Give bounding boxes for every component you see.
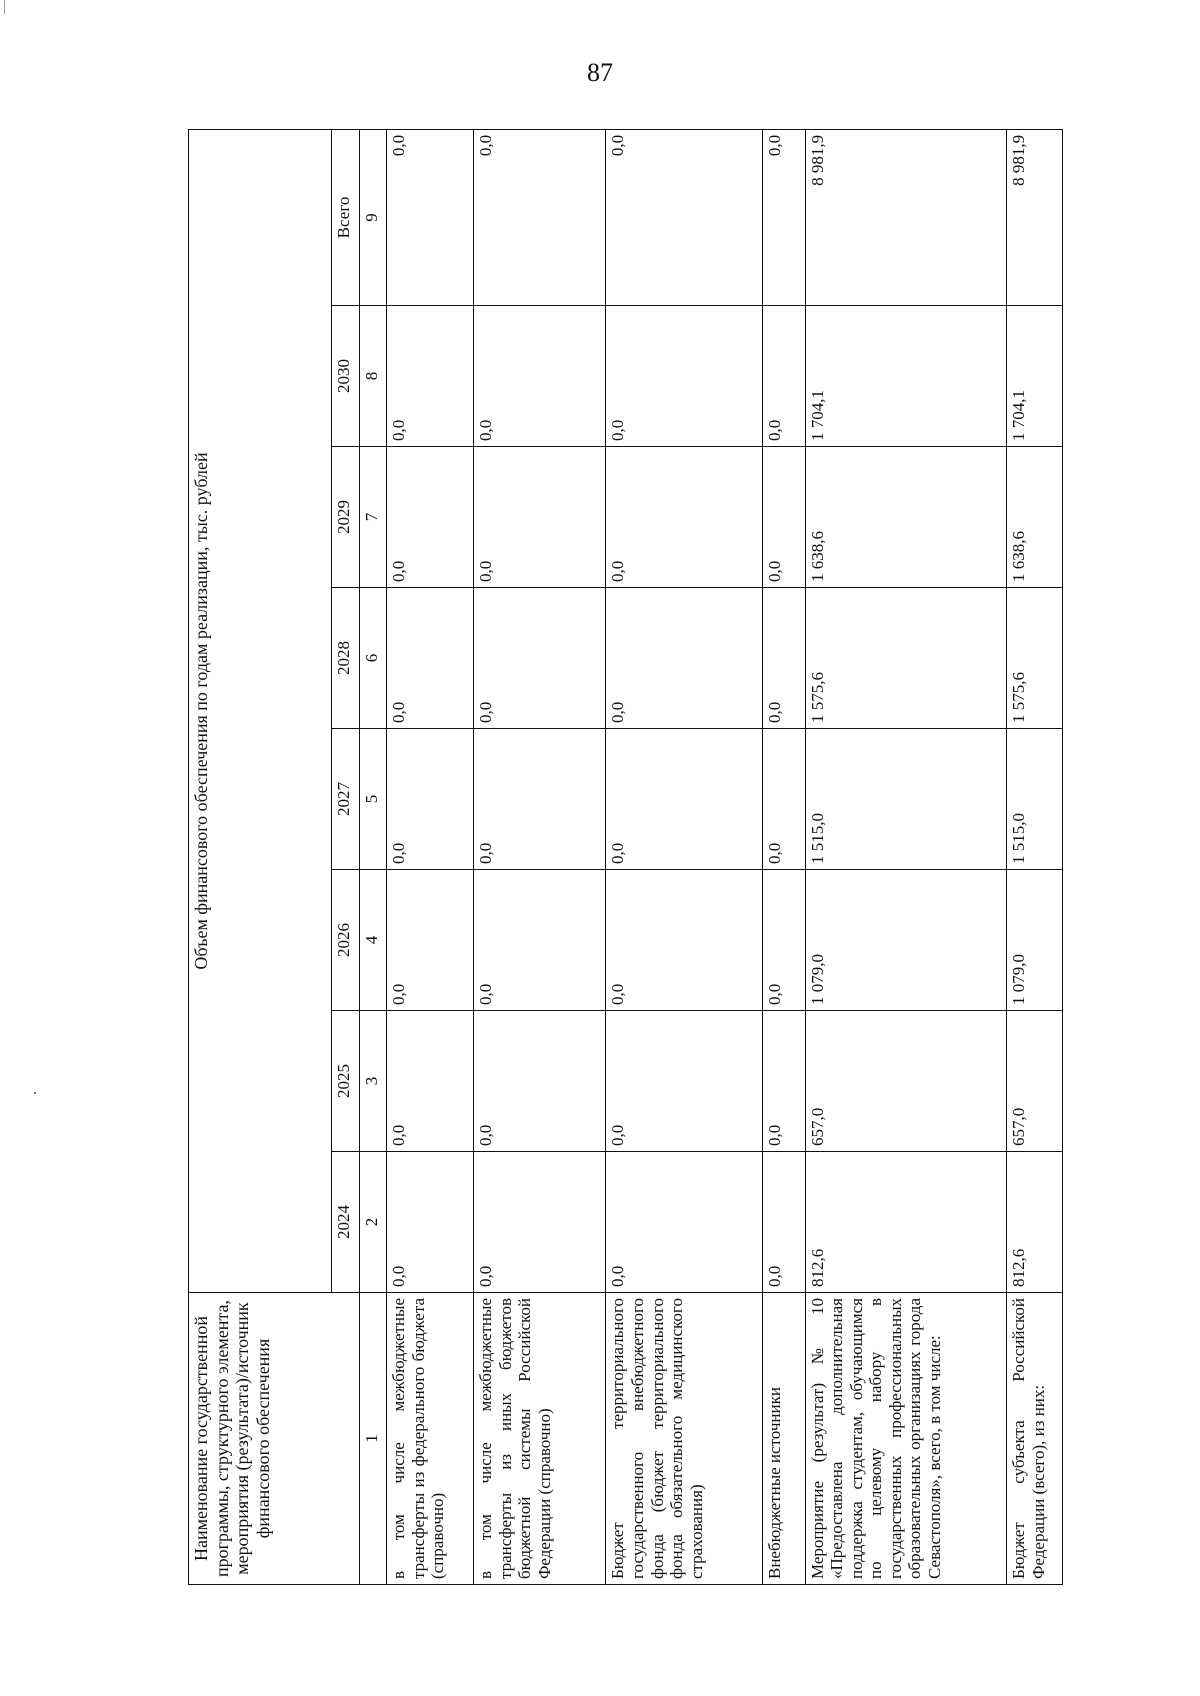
cell-2030: 0,0 (763, 306, 806, 447)
cell-2025: 0,0 (606, 1011, 763, 1152)
col-index-9: 9 (359, 129, 386, 305)
col-index-4: 4 (359, 870, 386, 1011)
row-name: в том числе межбюджетные трансферты из федерального бюджета (справочно) (387, 1293, 474, 1585)
cell-2030: 0,0 (474, 306, 606, 447)
year-2027: 2027 (332, 729, 359, 870)
cell-2028: 0,0 (387, 588, 474, 729)
cell-2028: 0,0 (606, 588, 763, 729)
cell-2024: 0,0 (387, 1152, 474, 1293)
row-name: в том числе межбюджетные трансферты из иных бюджетов бюджетной системы Российской Федерации (справочно) (474, 1293, 606, 1585)
cell-2028: 1 575,6 (805, 588, 1006, 729)
table-row (1006, 129, 1062, 1584)
cell-2026: 1 079,0 (805, 870, 1006, 1011)
cell-2027: 0,0 (387, 729, 474, 870)
cell-2027: 1 515,0 (1006, 729, 1062, 870)
cell-2026: 0,0 (763, 870, 806, 1011)
col-index-6: 6 (359, 588, 386, 729)
cell-2024: 812,6 (805, 1152, 1006, 1293)
cell-2027: 1 515,0 (805, 729, 1006, 870)
col-index-1: 1 (359, 1293, 386, 1585)
cell-2026: 0,0 (606, 870, 763, 1011)
cell-2026: 0,0 (387, 870, 474, 1011)
cell-2027: 0,0 (763, 729, 806, 870)
cell-total: 8 981,9 (805, 129, 1006, 305)
row-name: Мероприятие (результат) № 10 «Предоставлена дополнительная поддержка студентам, обучающимся по целевому набору в государственных профессиональных образовательных организациях города Севастополя», всего, в том числе: (805, 1293, 1006, 1585)
row-name: Внебюджетные источники (763, 1293, 806, 1585)
scan-edge-mark (4, 0, 5, 14)
table-row (606, 129, 763, 1584)
year-2030: 2030 (332, 306, 359, 447)
cell-2030: 0,0 (606, 306, 763, 447)
cell-total: 0,0 (606, 129, 763, 305)
cell-2028: 0,0 (763, 588, 806, 729)
col-index-7: 7 (359, 447, 386, 588)
year-2025: 2025 (332, 1011, 359, 1152)
cell-2029: 0,0 (606, 447, 763, 588)
header-row-indices (359, 129, 386, 1584)
cell-2028: 1 575,6 (1006, 588, 1062, 729)
cell-2029: 1 638,6 (805, 447, 1006, 588)
year-2026: 2026 (332, 870, 359, 1011)
cell-2025: 0,0 (387, 1011, 474, 1152)
cell-total: 8 981,9 (1006, 129, 1062, 305)
table-row (805, 129, 1006, 1584)
cell-2030: 0,0 (387, 306, 474, 447)
cell-2024: 0,0 (474, 1152, 606, 1293)
header-row-main (189, 129, 332, 1584)
cell-2024: 0,0 (763, 1152, 806, 1293)
year-2024: 2024 (332, 1152, 359, 1293)
cell-2026: 1 079,0 (1006, 870, 1062, 1011)
cell-2024: 0,0 (606, 1152, 763, 1293)
header-volume: Объем финансового обеспечения по годам реализации, тыс. рублей (189, 129, 332, 1292)
header-name-column: Наименование государственной программы, структурного элемента, мероприятия (результата)/источник финансового обеспечения (189, 1293, 360, 1585)
cell-2025: 657,0 (805, 1011, 1006, 1152)
row-name: Бюджет субъекта Российской Федерации (всего), из них: (1006, 1293, 1062, 1585)
cell-total: 0,0 (763, 129, 806, 305)
scan-dust-dot (34, 1092, 36, 1094)
col-index-5: 5 (359, 729, 386, 870)
cell-2024: 812,6 (1006, 1152, 1062, 1293)
cell-2025: 0,0 (474, 1011, 606, 1152)
cell-2030: 1 704,1 (1006, 306, 1062, 447)
year-2028: 2028 (332, 588, 359, 729)
table-row (387, 129, 474, 1584)
cell-2029: 0,0 (474, 447, 606, 588)
cell-2029: 1 638,6 (1006, 447, 1062, 588)
col-index-2: 2 (359, 1152, 386, 1293)
year-total: Всего (332, 129, 359, 305)
cell-2030: 1 704,1 (805, 306, 1006, 447)
cell-2028: 0,0 (474, 588, 606, 729)
table-row (763, 129, 806, 1584)
year-2029: 2029 (332, 447, 359, 588)
cell-2025: 657,0 (1006, 1011, 1062, 1152)
page-number: 87 (587, 58, 613, 87)
cell-2029: 0,0 (763, 447, 806, 588)
cell-2029: 0,0 (387, 447, 474, 588)
cell-2027: 0,0 (474, 729, 606, 870)
col-index-3: 3 (359, 1011, 386, 1152)
table-row (474, 129, 606, 1584)
cell-total: 0,0 (387, 129, 474, 305)
rotated-table-container (188, 130, 1063, 1585)
row-name: Бюджет территориального государственного внебюджетного фонда (бюджет территориального фонда обязательного медицинского страхования) (606, 1293, 763, 1585)
cell-total: 0,0 (474, 129, 606, 305)
cell-2027: 0,0 (606, 729, 763, 870)
cell-2025: 0,0 (763, 1011, 806, 1152)
cell-2026: 0,0 (474, 870, 606, 1011)
col-index-8: 8 (359, 306, 386, 447)
financing-table (188, 129, 1063, 1585)
